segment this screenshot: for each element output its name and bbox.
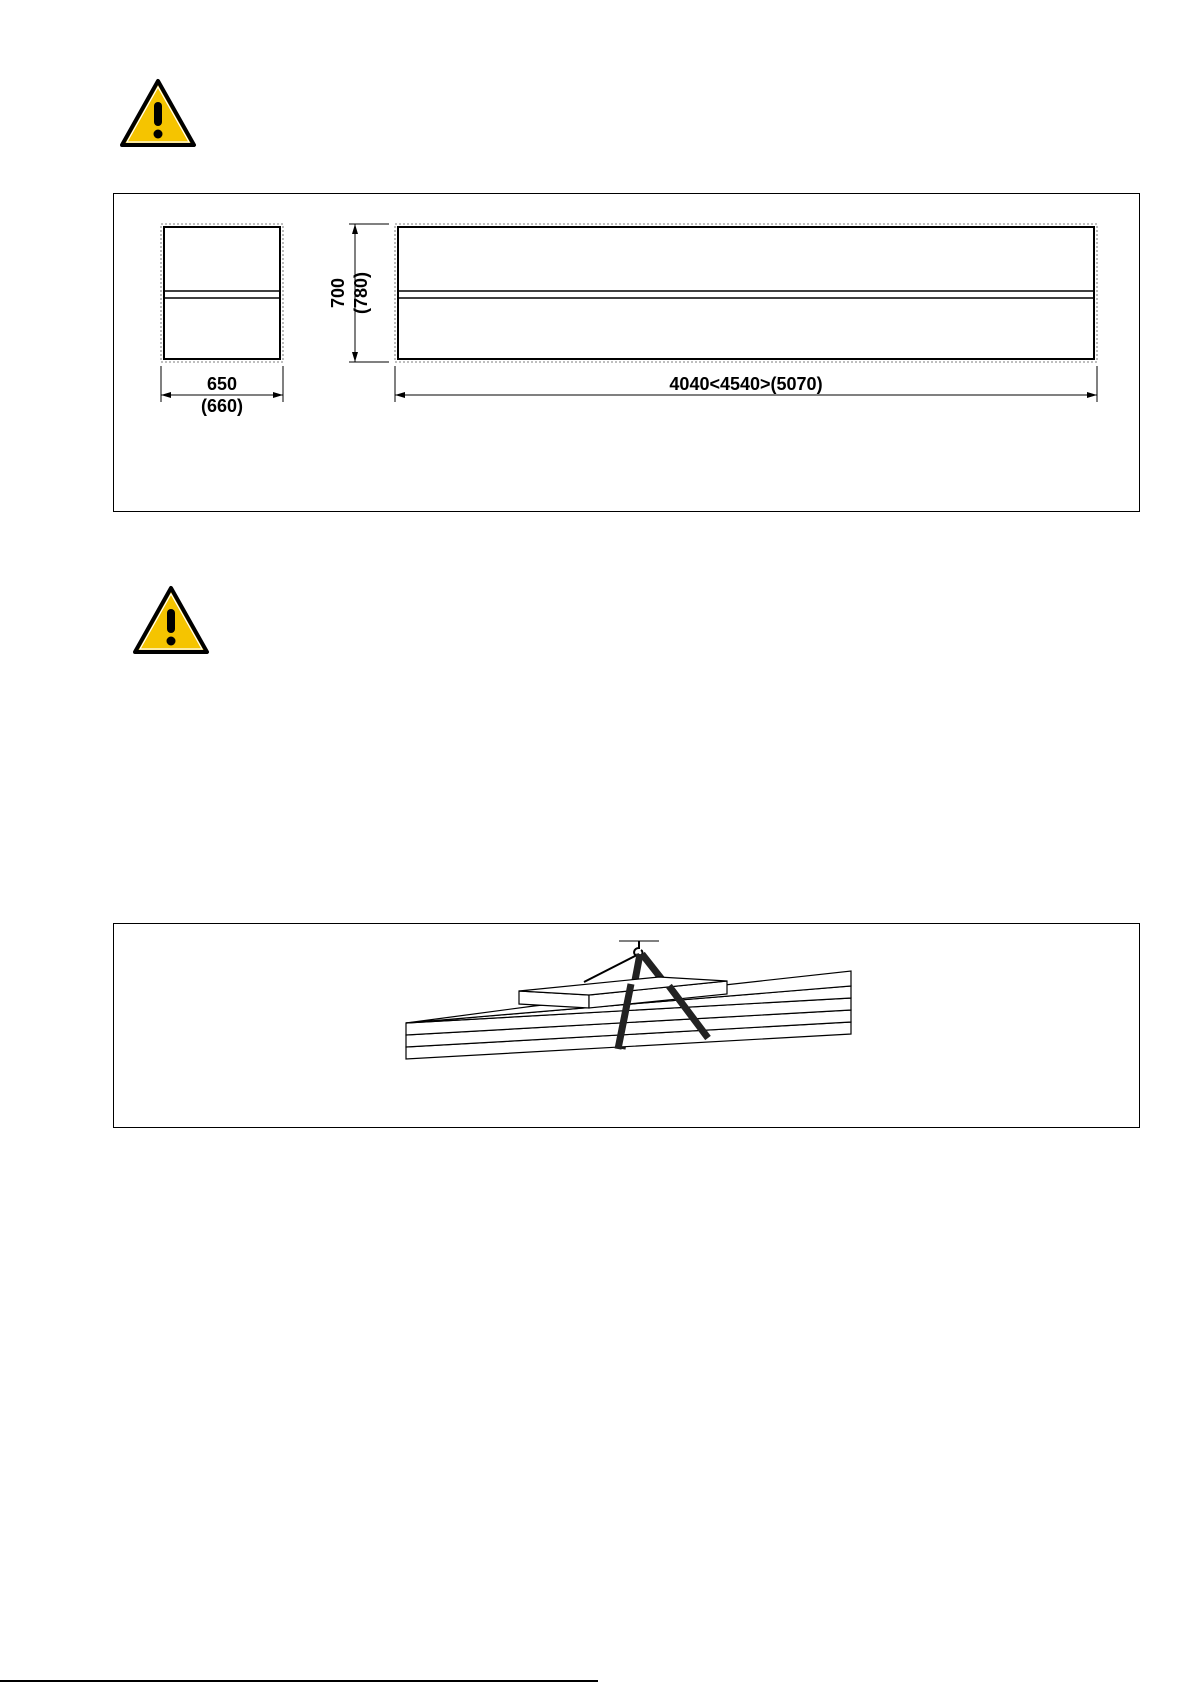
warning-triangle-icon: [119, 78, 197, 148]
width-label-alt: (660): [200, 396, 244, 416]
dimension-drawing-figure: [113, 193, 1140, 512]
length-label: 4040<4540>(5070): [669, 374, 823, 394]
height-label-alt: (780): [351, 271, 371, 315]
warning-triangle-icon: [132, 585, 210, 655]
lifting-illustration: [114, 924, 1141, 1129]
dimension-drawing: [114, 194, 1141, 513]
footer-rule: [0, 1680, 598, 1682]
height-label: 700: [328, 277, 348, 309]
width-label: 650: [206, 374, 238, 394]
lifting-drawing-figure: [113, 923, 1140, 1128]
